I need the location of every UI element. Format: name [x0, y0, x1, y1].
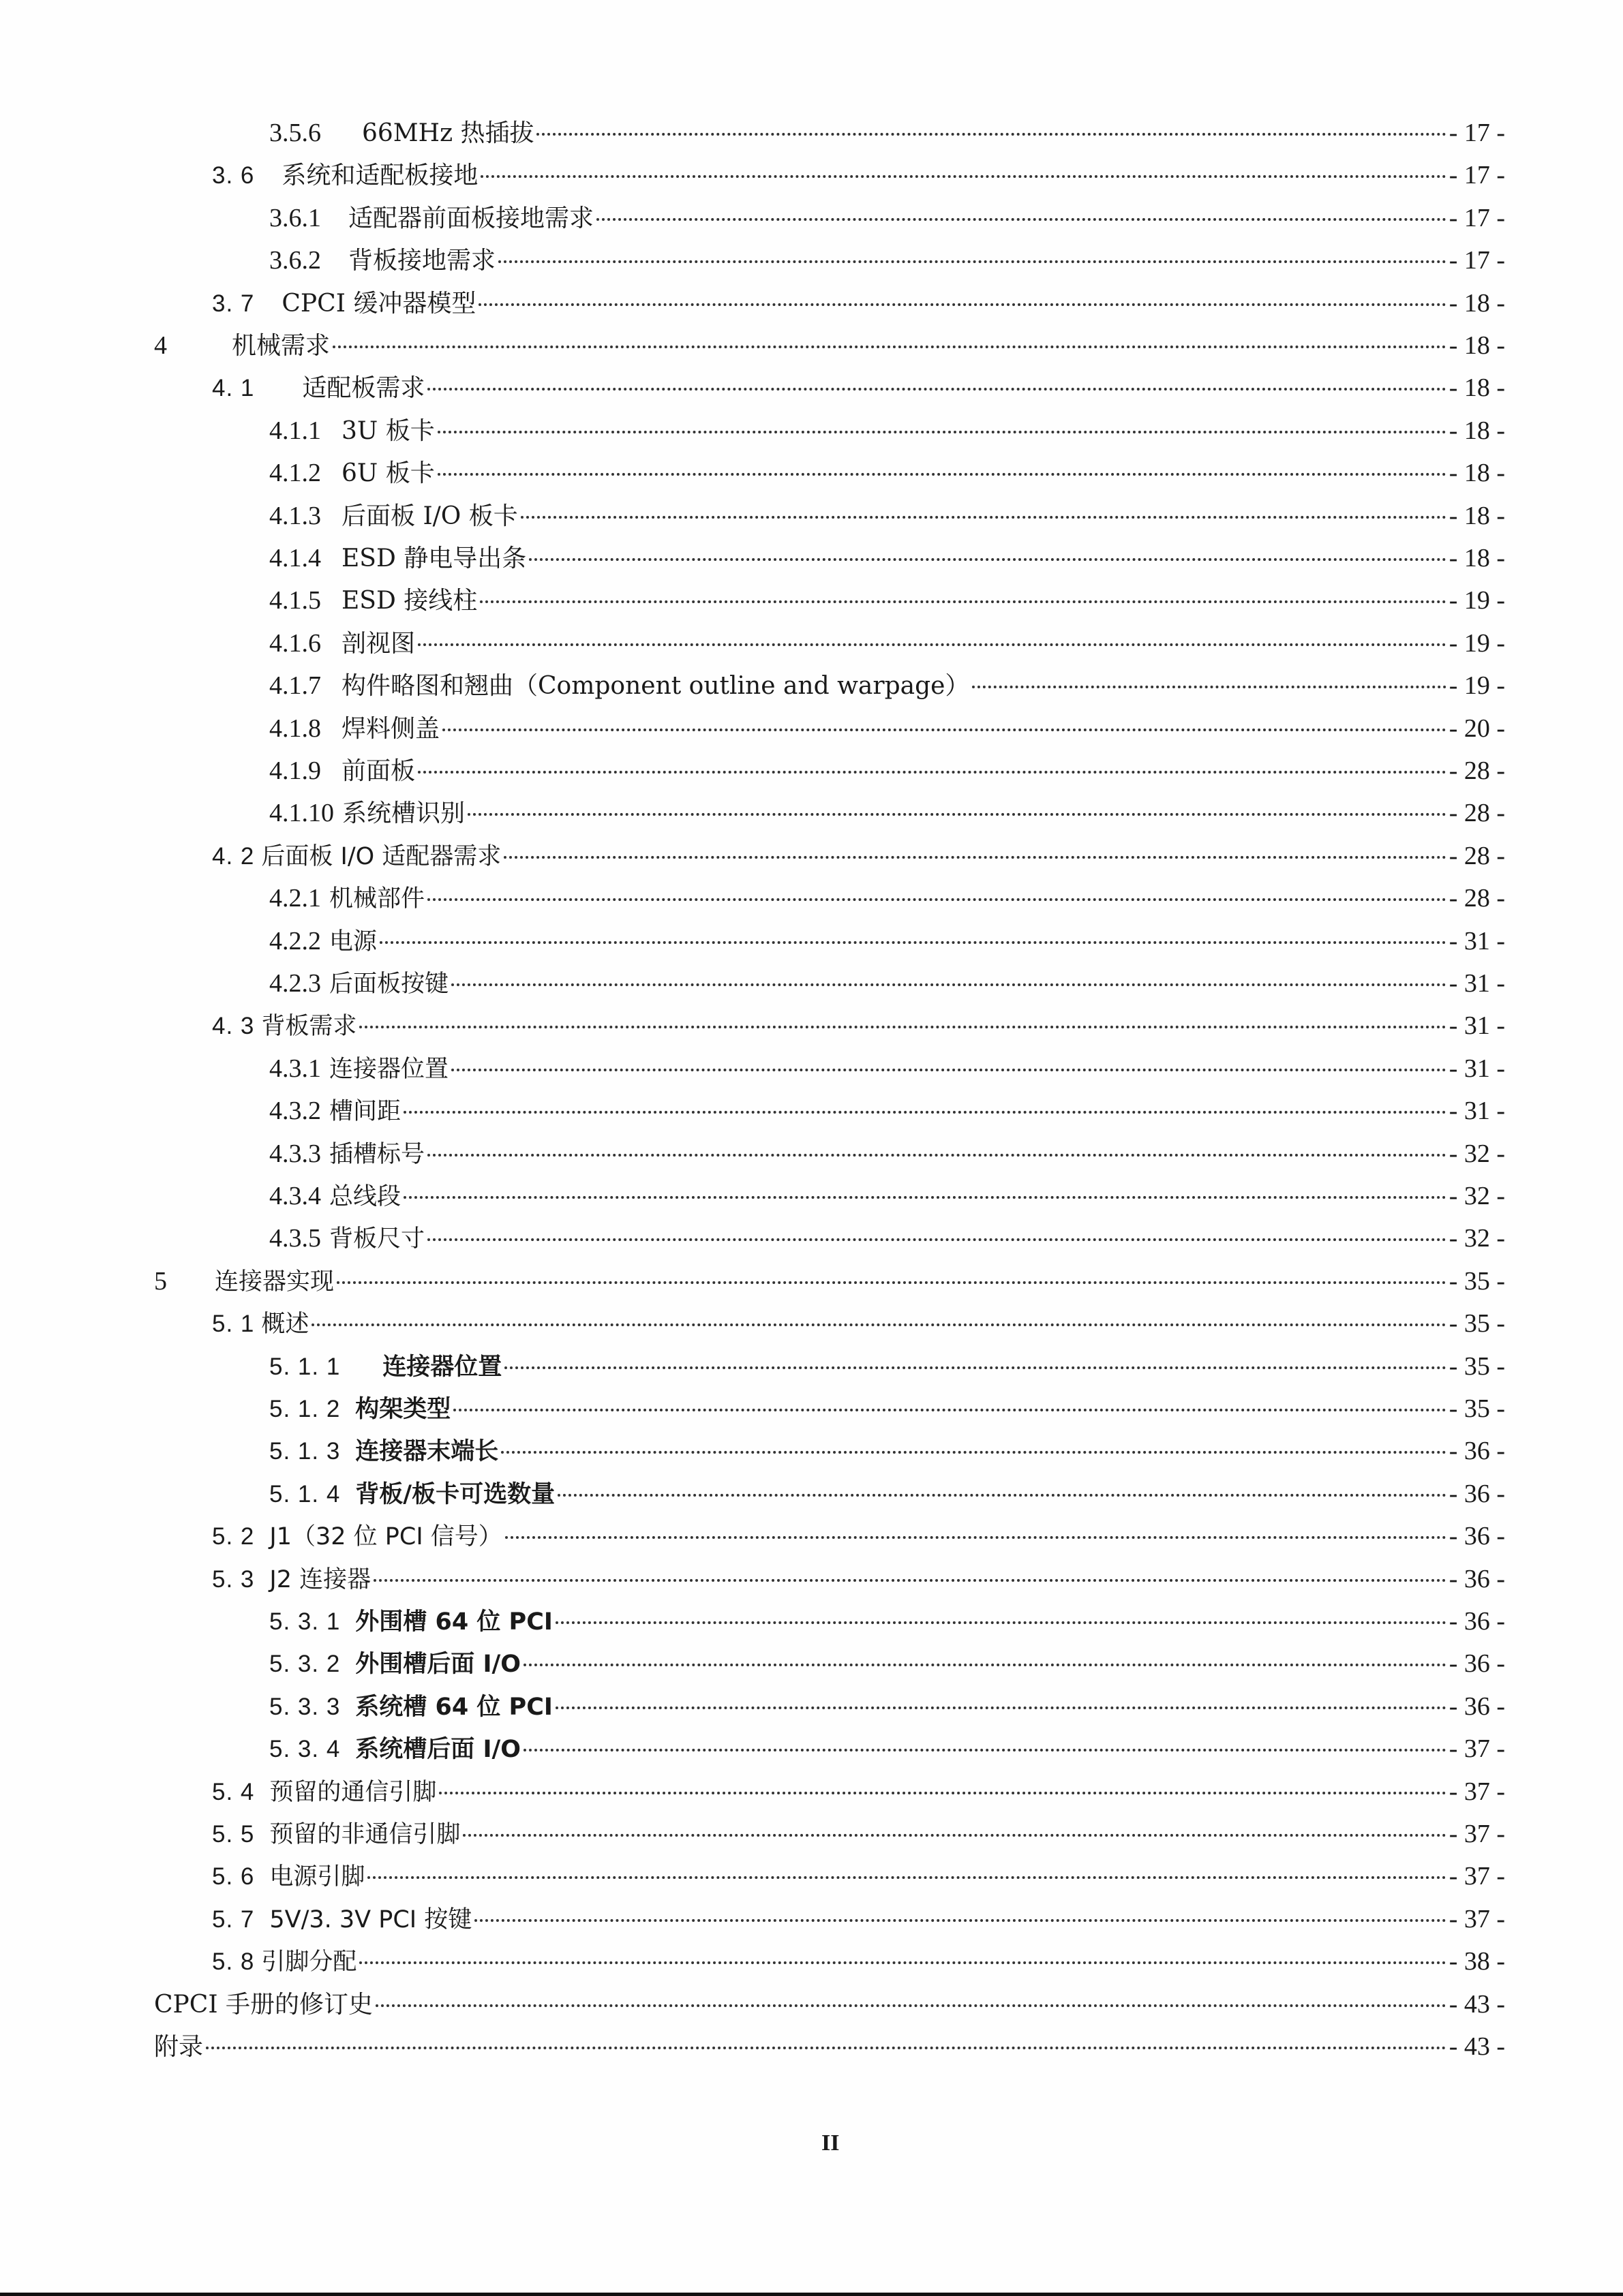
toc-entry-title: 构件略图和翘曲（Component outline and warpage）: [342, 672, 970, 701]
toc-entry-number: 4.1.9: [269, 756, 321, 785]
toc-entry-title: 适配器前面板接地需求: [348, 204, 594, 232]
toc-entry[interactable]: [269, 628, 1505, 660]
toc-entry-title: 背板尺寸: [329, 1225, 425, 1253]
toc-entry[interactable]: [212, 1308, 1505, 1340]
toc-entry[interactable]: [269, 1733, 1505, 1765]
toc-entry-title: 后面板 I/O 适配器需求: [261, 842, 502, 870]
toc-entry-page: - 32 -: [1448, 1224, 1505, 1253]
toc-entry-number: 4.1.6: [269, 628, 321, 658]
toc-entry-title: 3U 板卡: [342, 416, 435, 445]
toc-entry[interactable]: [269, 500, 1505, 532]
dot-leader: [442, 729, 1446, 731]
dot-leader: [451, 983, 1446, 986]
toc-entry-page: - 36 -: [1448, 1607, 1505, 1636]
dot-leader: [380, 941, 1446, 944]
dot-leader: [418, 771, 1446, 774]
dot-leader: [438, 431, 1446, 433]
toc-entry[interactable]: [212, 159, 1505, 192]
toc-entry-page: - 18 -: [1448, 459, 1505, 488]
toc-entry-number: 4.3.2: [269, 1097, 321, 1126]
toc-entry[interactable]: [269, 1478, 1505, 1510]
toc-entry[interactable]: [212, 1563, 1505, 1595]
toc-entry-number: 4.1.7: [269, 671, 321, 701]
toc-entry-number: 4.2.2: [269, 926, 321, 955]
toc-entry[interactable]: [154, 1989, 1505, 2021]
toc-entry-title: 预留的通信引脚: [269, 1778, 437, 1806]
dot-leader: [972, 686, 1446, 688]
dot-leader: [524, 1749, 1446, 1751]
toc-entry-number: 3.5.6: [269, 119, 321, 147]
toc-entry-page: - 31 -: [1448, 1011, 1505, 1041]
toc-entry-title: 背板接地需求: [348, 247, 496, 275]
toc-entry[interactable]: [269, 415, 1505, 447]
toc-entry-number: 5. 5: [212, 1821, 255, 1848]
dot-leader: [438, 473, 1446, 476]
toc-entry[interactable]: [212, 1903, 1505, 1935]
toc-entry-page: - 31 -: [1448, 1054, 1505, 1083]
dot-leader: [427, 388, 1446, 391]
toc-entry-title: 剖视图: [342, 629, 416, 658]
toc-entry-page: - 28 -: [1448, 756, 1505, 785]
toc-entry-number: 4.3.5: [269, 1224, 321, 1253]
toc-entry-page: - 17 -: [1448, 119, 1505, 147]
toc-entry-number: 4.2.1: [269, 884, 321, 913]
toc-entry-title: 外围槽 64 位 PCI: [355, 1608, 553, 1636]
toc-entry-page: - 36 -: [1448, 1479, 1505, 1508]
toc-entry-title: 系统槽识别: [342, 799, 466, 828]
toc-entry-page: - 18 -: [1448, 416, 1505, 445]
toc-entry[interactable]: [269, 1095, 1505, 1127]
toc-entry-title: 背板需求: [261, 1013, 357, 1041]
toc-entry-page: - 17 -: [1448, 246, 1505, 275]
dot-leader: [556, 1621, 1446, 1624]
dot-leader: [498, 260, 1446, 263]
toc-entry[interactable]: [269, 1606, 1505, 1638]
toc-entry-number: 4: [154, 331, 167, 360]
toc-entry[interactable]: [269, 713, 1505, 745]
dot-leader: [451, 1069, 1446, 1071]
toc-entry-title: 连接器实现: [215, 1268, 335, 1296]
toc-entry-number: 4.1.10: [269, 799, 334, 828]
toc-entry-page: - 17 -: [1448, 203, 1505, 232]
toc-entry-page: - 36 -: [1448, 1692, 1505, 1721]
toc-entry-page: - 31 -: [1448, 969, 1505, 998]
toc-entry-number: 5. 1. 4: [269, 1480, 341, 1507]
dot-leader: [521, 516, 1446, 519]
toc-entry-title: CPCI 手册的修订史: [154, 1990, 373, 2019]
dot-leader: [558, 1494, 1446, 1497]
dot-leader: [556, 1706, 1446, 1709]
toc-entry[interactable]: [212, 1818, 1505, 1850]
toc-entry-title: 机械需求: [232, 332, 331, 360]
dot-leader: [312, 1323, 1446, 1326]
toc-entry[interactable]: [212, 1946, 1505, 1978]
toc-entry-title: 前面板: [342, 757, 416, 785]
toc-entry-number: 4.2.3: [269, 969, 321, 998]
toc-entry[interactable]: [212, 1861, 1505, 1893]
toc-entry-title: 引脚分配: [261, 1948, 357, 1976]
dot-leader: [367, 1876, 1446, 1879]
toc-entry-title: 外围槽后面 I/O: [355, 1651, 521, 1679]
dot-leader: [206, 2047, 1446, 2049]
toc-entry-number: 3.6.1: [269, 203, 321, 232]
dot-leader: [524, 1664, 1446, 1666]
toc-entry[interactable]: [269, 542, 1505, 575]
toc-entry-page: - 38 -: [1448, 1947, 1505, 1976]
toc-entry-title: 焊料侧盖: [342, 714, 440, 743]
toc-entry[interactable]: [269, 1648, 1505, 1680]
toc-entry-number: 5. 1. 2: [269, 1396, 341, 1422]
toc-entry-page: - 35 -: [1448, 1394, 1505, 1423]
dot-leader: [439, 1792, 1446, 1794]
toc-entry-page: - 18 -: [1448, 373, 1505, 403]
toc-entry-title: 系统槽后面 I/O: [355, 1736, 521, 1764]
toc-entry-page: - 37 -: [1448, 1904, 1505, 1933]
dot-leader: [427, 1238, 1446, 1241]
dot-leader: [404, 1111, 1446, 1114]
toc-entry-number: 5. 6: [212, 1863, 255, 1891]
toc-entry-page: - 19 -: [1448, 586, 1505, 615]
toc-entry-number: 5. 3: [212, 1565, 255, 1593]
toc-entry-title: 后面板 I/O 板卡: [342, 502, 518, 530]
toc-entry-page: - 17 -: [1448, 161, 1505, 190]
toc-entry-page: - 35 -: [1448, 1351, 1505, 1381]
toc-entry-page: - 37 -: [1448, 1777, 1505, 1806]
toc-entry-number: 5. 1. 1: [269, 1353, 341, 1380]
dot-leader: [501, 1451, 1446, 1454]
toc-entry[interactable]: [269, 1180, 1505, 1212]
toc-entry-number: 4.3.3: [269, 1139, 321, 1168]
toc-entry[interactable]: [269, 1223, 1505, 1255]
toc-entry[interactable]: [269, 968, 1505, 1000]
dot-leader: [596, 218, 1446, 221]
toc-entry-page: - 35 -: [1448, 1266, 1505, 1296]
toc-entry-page: - 43 -: [1448, 2032, 1505, 2061]
toc-entry[interactable]: [212, 288, 1505, 320]
toc-entry-title: 电源: [329, 928, 378, 955]
dot-leader: [337, 1281, 1446, 1284]
toc-entry-page: - 37 -: [1448, 1862, 1505, 1891]
toc-entry-number: 4.1.1: [269, 416, 321, 445]
toc-entry-title: 连接器末端长: [355, 1438, 499, 1466]
toc-entry-title: 附录: [154, 2033, 204, 2061]
toc-entry-page: - 20 -: [1448, 714, 1505, 743]
toc-entry[interactable]: [212, 1520, 1505, 1552]
toc-entry-page: - 37 -: [1448, 1820, 1505, 1848]
toc-entry-page: - 18 -: [1448, 501, 1505, 530]
toc-entry-number: 3. 6: [212, 162, 255, 189]
toc-entry-title: ESD 静电导出条: [342, 545, 527, 572]
toc-entry-page: - 31 -: [1448, 1097, 1505, 1126]
toc-entry-number: 5. 4: [212, 1778, 255, 1805]
toc-entry-title: 6U 板卡: [342, 459, 435, 488]
toc-entry-number: 4.1.4: [269, 544, 321, 572]
toc-entry-number: 4.1.8: [269, 714, 321, 743]
page-bottom-edge: [0, 2293, 1623, 2296]
toc-entry[interactable]: [269, 1351, 1505, 1383]
dot-leader: [374, 1579, 1446, 1582]
toc-entry-title: 5V/3. 3V PCI 按键: [269, 1905, 472, 1933]
toc-entry[interactable]: [269, 202, 1505, 234]
dot-leader: [480, 600, 1446, 603]
dot-leader: [536, 133, 1446, 136]
toc-entry[interactable]: [212, 1010, 1505, 1042]
toc-entry[interactable]: [269, 1393, 1505, 1425]
page-footer-number: II: [821, 2130, 840, 2156]
toc-entry-number: 4.1.2: [269, 459, 321, 488]
toc-entry[interactable]: [269, 1435, 1505, 1467]
toc-entry[interactable]: [269, 1053, 1505, 1085]
toc-entry-number: 4.3.1: [269, 1054, 321, 1083]
toc-entry-number: 5. 3. 3: [269, 1693, 341, 1720]
toc-entry-number: 4. 1: [212, 375, 255, 402]
toc-entry-title: 背板/板卡可选数量: [355, 1480, 556, 1508]
toc-entry[interactable]: [212, 840, 1505, 872]
toc-entry-page: - 19 -: [1448, 628, 1505, 658]
dot-leader: [504, 856, 1446, 859]
toc-entry-page: - 36 -: [1448, 1649, 1505, 1679]
toc-entry-title: 机械部件: [329, 885, 425, 913]
toc-entry-page: - 36 -: [1448, 1522, 1505, 1551]
toc-entry[interactable]: [269, 797, 1505, 829]
toc-entry-number: 3. 7: [212, 290, 255, 317]
toc-entry[interactable]: [269, 1691, 1505, 1723]
toc-entry-title: 概述: [261, 1311, 309, 1338]
toc-entry-title: 插槽标号: [329, 1140, 425, 1168]
toc-entry-number: 3.6.2: [269, 246, 321, 275]
dot-leader: [333, 346, 1446, 348]
dot-leader: [529, 558, 1446, 561]
toc-entry-page: - 32 -: [1448, 1139, 1505, 1168]
toc-entry[interactable]: [269, 925, 1505, 958]
toc-entry-page: - 18 -: [1448, 544, 1505, 572]
toc-entry[interactable]: [269, 883, 1505, 915]
toc-entry-number: 4. 2: [212, 842, 255, 870]
toc-entry[interactable]: [154, 1266, 1505, 1298]
toc-entry-page: - 35 -: [1448, 1309, 1505, 1338]
toc-entry-number: 5. 7: [212, 1905, 255, 1933]
toc-entry-title: CPCI 缓冲器模型: [282, 289, 476, 318]
toc-entry-page: - 28 -: [1448, 884, 1505, 913]
toc-entry-page: - 18 -: [1448, 331, 1505, 360]
toc-entry-title: 连接器位置: [329, 1055, 449, 1083]
toc-entry-title: 电源引脚: [269, 1863, 365, 1891]
toc-entry-title: 构架类型: [355, 1396, 451, 1423]
dot-leader: [418, 643, 1446, 646]
toc-entry-number: 5: [154, 1266, 167, 1296]
toc-entry-page: - 18 -: [1448, 288, 1505, 318]
dot-leader: [504, 1366, 1446, 1369]
toc-entry-page: - 28 -: [1448, 841, 1505, 870]
toc-entry-number: 5. 1: [212, 1311, 255, 1338]
toc-entry-title: 系统和适配板接地: [282, 162, 479, 190]
dot-leader: [474, 1919, 1446, 1922]
toc-entry-page: - 19 -: [1448, 671, 1505, 701]
dot-leader: [468, 813, 1446, 816]
toc-entry[interactable]: [269, 755, 1505, 787]
toc-entry-page: - 43 -: [1448, 1989, 1505, 2019]
toc-entry-number: 4. 3: [212, 1013, 255, 1040]
toc-entry-title: 连接器位置: [382, 1353, 502, 1381]
toc-entry-title: J2 连接器: [269, 1565, 371, 1593]
toc-entry[interactable]: [154, 2031, 1505, 2063]
toc-entry-title: ESD 接线柱: [342, 587, 478, 615]
toc-entry-number: 5. 1. 3: [269, 1438, 341, 1465]
dot-leader: [463, 1834, 1446, 1837]
toc-entry-title: 66MHz 热插拔: [362, 119, 534, 147]
toc-entry-page: - 36 -: [1448, 1437, 1505, 1466]
toc-entry-title: J1（32 位 PCI 信号）: [269, 1523, 502, 1551]
dot-leader: [481, 175, 1446, 178]
toc-entry[interactable]: [269, 1138, 1505, 1170]
toc-entry[interactable]: [269, 245, 1505, 277]
toc-entry-title: 系统槽 64 位 PCI: [355, 1693, 553, 1721]
toc-entry-number: 5. 3. 2: [269, 1651, 341, 1678]
toc-entry[interactable]: [269, 670, 1505, 702]
dot-leader: [427, 898, 1446, 901]
toc-entry[interactable]: [154, 330, 1505, 362]
toc-entry-title: 后面板按键: [329, 970, 449, 998]
dot-leader: [359, 1026, 1446, 1028]
toc-entry-title: 适配板需求: [302, 374, 425, 403]
toc-entry-page: - 36 -: [1448, 1564, 1505, 1593]
toc-entry-page: - 28 -: [1448, 799, 1505, 828]
toc-entry-number: 5. 2: [212, 1523, 255, 1550]
toc-entry-number: 5. 3. 4: [269, 1736, 341, 1763]
toc-entry-page: - 32 -: [1448, 1182, 1505, 1210]
toc-entry-title: 槽间距: [329, 1098, 401, 1126]
toc-entry[interactable]: [269, 585, 1505, 617]
toc-entry[interactable]: [269, 117, 1505, 149]
toc-entry-number: 5. 8: [212, 1948, 255, 1976]
toc-entry[interactable]: [212, 1776, 1505, 1808]
dot-leader: [479, 303, 1446, 306]
toc-entry-number: 5. 3. 1: [269, 1608, 341, 1635]
toc-entry-page: - 37 -: [1448, 1734, 1505, 1764]
dot-leader: [376, 2004, 1446, 2007]
toc-entry-number: 4.3.4: [269, 1182, 321, 1210]
toc-entry[interactable]: [212, 372, 1505, 404]
toc-entry[interactable]: [269, 457, 1505, 489]
toc-entry-page: - 31 -: [1448, 926, 1505, 955]
toc-entry-title: 总线段: [329, 1183, 401, 1210]
toc-entry-number: 4.1.3: [269, 501, 321, 530]
dot-leader: [505, 1536, 1446, 1539]
dot-leader: [359, 1961, 1446, 1964]
dot-leader: [404, 1196, 1446, 1199]
dot-leader: [453, 1409, 1446, 1411]
toc-entry-number: 4.1.5: [269, 586, 321, 615]
toc-entry-title: 预留的非通信引脚: [269, 1821, 461, 1848]
dot-leader: [427, 1154, 1446, 1157]
